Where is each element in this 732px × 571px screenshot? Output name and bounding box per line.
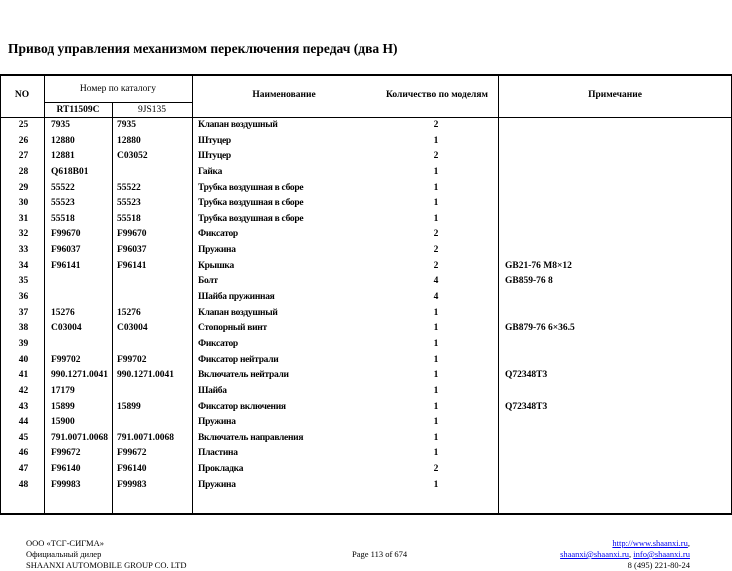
part-name-cell: Фиксатор — [198, 338, 238, 349]
catalog-rt-cell: 7935 — [51, 120, 70, 130]
catalog-js-cell: F99983 — [117, 479, 147, 490]
quantity-cell: 2 — [433, 151, 439, 162]
part-name-cell: Крышка — [198, 260, 234, 271]
website-separator: , — [687, 538, 690, 548]
quantity-cell: 2 — [433, 260, 439, 271]
part-name-cell: Включатель нейтрали — [198, 370, 289, 381]
catalog-js-cell: F99670 — [117, 229, 147, 240]
catalog-rt-cell: 55523 — [51, 198, 75, 209]
table-row — [0, 291, 732, 307]
catalog-js-cell: F96037 — [117, 245, 147, 256]
table-row — [0, 416, 732, 432]
row-number-cell: 25 — [18, 120, 29, 130]
catalog-js-cell: F96141 — [117, 260, 147, 271]
row-number-cell: 31 — [18, 213, 29, 224]
row-number-cell: 34 — [18, 260, 29, 271]
table-bottom-border — [0, 513, 732, 515]
table-row — [0, 385, 732, 401]
catalog-rt-cell: F99672 — [51, 448, 81, 459]
catalog-js-cell: 55523 — [117, 198, 141, 209]
note-cell: Q72348T3 — [505, 370, 548, 381]
table-row — [0, 401, 732, 417]
catalog-rt-cell: 990.1271.0041 — [51, 370, 108, 381]
note-cell: Q72348T3 — [505, 401, 548, 412]
footer-maker: SHAANXI AUTOMOBILE GROUP CO. LTD — [26, 560, 187, 570]
footer-company: ООО «ТСГ-СИГМА» — [26, 538, 104, 548]
row-number-cell: 30 — [18, 198, 29, 209]
part-name-cell: Шайба пружинная — [198, 292, 275, 303]
quantity-cell: 1 — [433, 338, 439, 349]
note-cell: GB859-76 8 — [505, 276, 553, 287]
quantity-cell: 1 — [433, 182, 439, 193]
table-row — [0, 166, 732, 182]
table-row — [0, 197, 732, 213]
catalog-rt-cell: 55518 — [51, 213, 75, 224]
catalog-rt-cell: 55522 — [51, 182, 75, 193]
row-number-cell: 38 — [18, 323, 29, 334]
quantity-cell: 4 — [433, 292, 439, 303]
catalog-rt-cell: 17179 — [51, 385, 75, 396]
catalog-rt-cell: 15900 — [51, 417, 75, 428]
catalog-rt-cell: F96141 — [51, 260, 81, 271]
catalog-js-cell: 55522 — [117, 182, 141, 193]
row-number-cell: 33 — [18, 245, 29, 256]
part-name-cell: Пружина — [198, 417, 236, 428]
quantity-cell: 2 — [433, 229, 439, 240]
row-number-cell: 41 — [18, 370, 29, 381]
email-link-info[interactable]: info@shaanxi.ru — [633, 549, 690, 559]
catalog-js-cell: 7935 — [117, 120, 136, 130]
row-number-cell: 27 — [18, 151, 29, 162]
email-link-shaanxi[interactable]: shaanxi@shaanxi.ru — [560, 549, 630, 559]
header-js: 9JS135 — [138, 105, 166, 115]
catalog-rt-cell: 15899 — [51, 401, 75, 412]
row-number-cell: 40 — [18, 354, 29, 365]
note-cell: GB879-76 6×36.5 — [505, 323, 575, 334]
row-number-cell: 28 — [18, 166, 29, 177]
part-name-cell: Пружина — [198, 245, 236, 256]
row-number-cell: 37 — [18, 307, 29, 318]
table-row — [0, 119, 732, 135]
table-row — [0, 369, 732, 385]
row-number-cell: 43 — [18, 401, 29, 412]
table-row — [0, 182, 732, 198]
table-body — [0, 119, 732, 494]
quantity-cell: 1 — [433, 135, 439, 146]
part-name-cell: Фиксатор нейтрали — [198, 354, 279, 365]
header-bottom-line — [0, 117, 732, 118]
catalog-rt-cell: Q618B01 — [51, 166, 89, 177]
part-name-cell: Клапан воздушный — [198, 120, 278, 130]
footer-website — [612, 538, 690, 548]
page-title: Привод управления механизмом переключения передач (два H) — [8, 41, 398, 56]
table-row — [0, 354, 732, 370]
part-name-cell: Клапан воздушный — [198, 307, 278, 318]
quantity-cell: 1 — [433, 213, 439, 224]
part-name-cell: Фиксатор включения — [198, 401, 286, 412]
quantity-cell: 1 — [433, 198, 439, 209]
catalog-js-cell: 990.1271.0041 — [117, 370, 174, 381]
quantity-cell: 1 — [433, 166, 439, 177]
part-name-cell: Фиксатор — [198, 229, 238, 240]
table-row — [0, 479, 732, 495]
note-cell: GB21-76 M8×12 — [505, 260, 572, 271]
part-name-cell: Трубка воздушная в сборе — [198, 198, 304, 209]
row-number-cell: 46 — [18, 448, 29, 459]
table-row — [0, 213, 732, 229]
quantity-cell: 1 — [433, 448, 439, 459]
part-name-cell: Пластина — [198, 448, 238, 459]
catalog-js-cell: F99702 — [117, 354, 147, 365]
row-number-cell: 45 — [18, 432, 29, 443]
catalog-js-cell: 15276 — [117, 307, 141, 318]
catalog-rt-cell: 791.0071.0068 — [51, 432, 108, 443]
table-top-border — [0, 74, 732, 76]
part-name-cell: Трубка воздушная в сборе — [198, 182, 304, 193]
quantity-cell: 4 — [433, 276, 439, 287]
quantity-cell: 1 — [433, 401, 439, 412]
catalog-js-cell: F99672 — [117, 448, 147, 459]
catalog-rt-cell: 15276 — [51, 307, 75, 318]
header-rt: RT11509C — [56, 105, 100, 115]
row-number-cell: 48 — [18, 479, 29, 490]
catalog-rt-cell: F99702 — [51, 354, 81, 365]
quantity-cell: 1 — [433, 323, 439, 334]
catalog-js-cell: F96140 — [117, 464, 147, 475]
row-number-cell: 32 — [18, 229, 29, 240]
part-name-cell: Шайба — [198, 385, 227, 396]
table-row — [0, 135, 732, 151]
catalog-rt-cell: F96140 — [51, 464, 81, 475]
row-number-cell: 35 — [18, 276, 29, 287]
part-name-cell: Прокладка — [198, 464, 244, 475]
table-row — [0, 307, 732, 323]
part-name-cell: Болт — [198, 276, 218, 287]
row-number-cell: 44 — [18, 417, 29, 428]
part-name-cell: Стопорный винт — [198, 323, 267, 334]
row-number-cell: 47 — [18, 464, 29, 475]
footer-page-number: Page 113 of 674 — [352, 549, 408, 559]
part-name-cell: Штуцер — [198, 135, 231, 146]
quantity-cell: 1 — [433, 385, 439, 396]
catalog-rt-cell: F99983 — [51, 479, 81, 490]
row-number-cell: 39 — [18, 338, 29, 349]
email-separator: , — [629, 549, 634, 559]
quantity-cell: 1 — [433, 432, 439, 443]
part-name-cell: Включатель направления — [198, 432, 304, 443]
catalog-js-cell: 12880 — [117, 135, 141, 146]
quantity-cell: 1 — [433, 354, 439, 365]
header-note: Примечание — [588, 90, 642, 100]
table-row — [0, 322, 732, 338]
header-name: Наименование — [252, 90, 316, 100]
part-name-cell: Штуцер — [198, 151, 231, 162]
footer-emails — [560, 549, 690, 559]
table-row — [0, 463, 732, 479]
catalog-rt-cell: 12881 — [51, 151, 75, 162]
catalog-rt-cell: F99670 — [51, 229, 81, 240]
table-row — [0, 150, 732, 166]
table-row — [0, 447, 732, 463]
part-name-cell: Гайка — [198, 166, 223, 177]
table-row — [0, 260, 732, 276]
catalog-rt-cell: 12880 — [51, 135, 75, 146]
row-number-cell: 29 — [18, 182, 29, 193]
catalog-js-cell: C03004 — [117, 323, 148, 334]
part-name-cell: Пружина — [198, 479, 236, 490]
row-number-cell: 26 — [18, 135, 29, 146]
catalog-js-cell: C03052 — [117, 151, 148, 162]
header-qty: Количество по моделям — [386, 90, 488, 100]
table-row — [0, 432, 732, 448]
header-catalog: Номер по каталогу — [79, 84, 157, 94]
footer-phone: 8 (495) 221-80-24 — [627, 560, 690, 570]
quantity-cell: 1 — [433, 479, 439, 490]
table-row — [0, 228, 732, 244]
part-name-cell: Трубка воздушная в сборе — [198, 213, 304, 224]
row-number-cell: 36 — [18, 292, 29, 303]
footer-dealer: Официальный дилер — [26, 549, 102, 559]
catalog-subheader-line — [44, 102, 193, 103]
quantity-cell: 2 — [433, 245, 439, 256]
quantity-cell: 1 — [433, 417, 439, 428]
quantity-cell: 2 — [433, 120, 439, 130]
table-row — [0, 338, 732, 354]
catalog-js-cell: 55518 — [117, 213, 141, 224]
catalog-js-cell: 15899 — [117, 401, 141, 412]
catalog-rt-cell: F96037 — [51, 245, 81, 256]
catalog-rt-cell: C03004 — [51, 323, 82, 334]
quantity-cell: 2 — [433, 464, 439, 475]
header-no: NO — [14, 90, 30, 100]
quantity-cell: 1 — [433, 370, 439, 381]
website-link[interactable]: http://www.shaanxi.ru — [612, 538, 688, 548]
table-row — [0, 244, 732, 260]
table-row — [0, 275, 732, 291]
row-number-cell: 42 — [18, 385, 29, 396]
quantity-cell: 1 — [433, 307, 439, 318]
catalog-js-cell: 791.0071.0068 — [117, 432, 174, 443]
